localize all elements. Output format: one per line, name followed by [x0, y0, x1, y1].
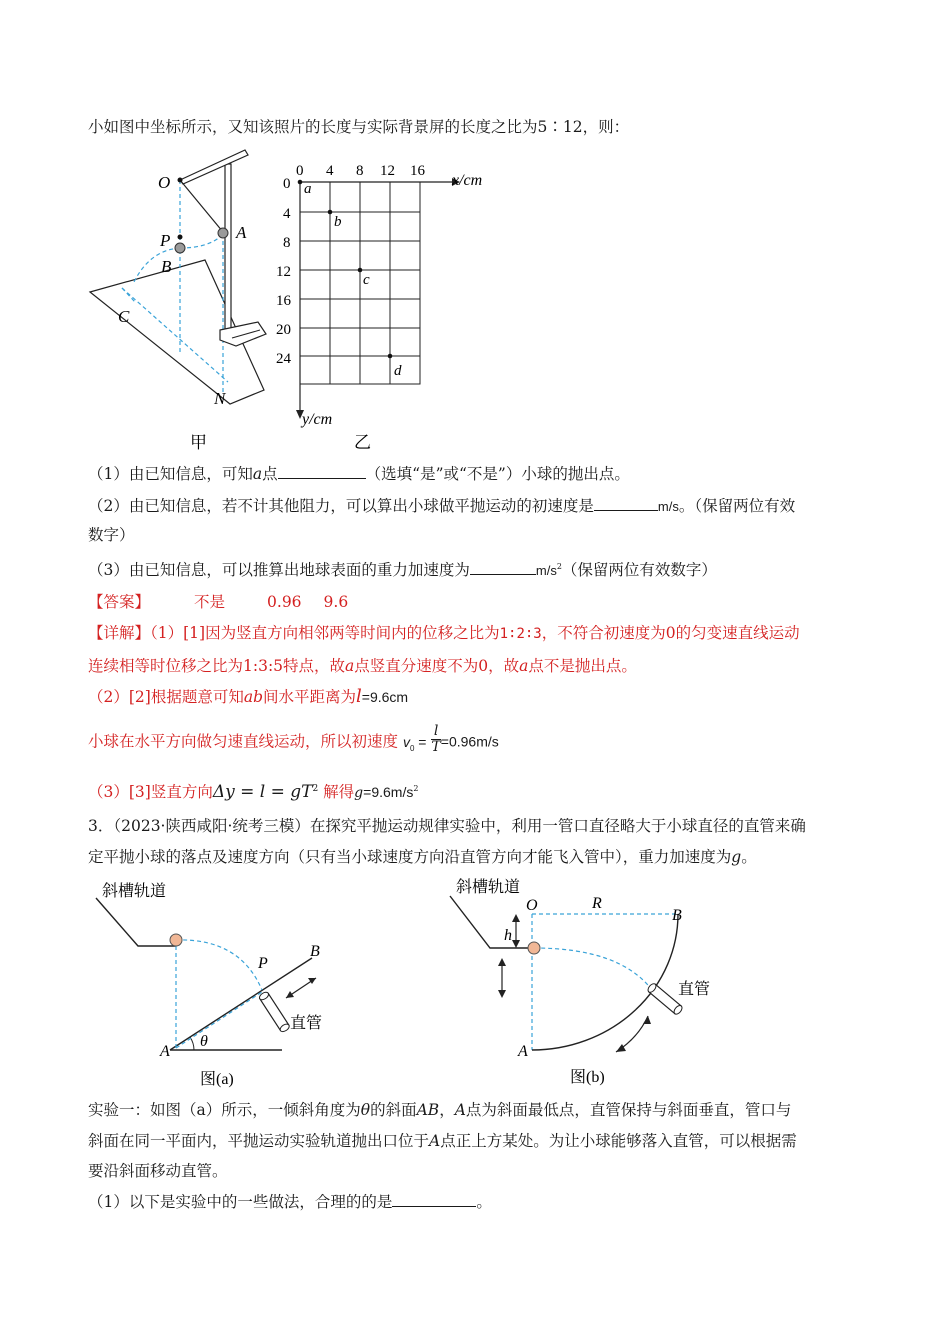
track-label-b: 斜槽轨道 — [456, 877, 521, 896]
label-p: P — [160, 231, 171, 250]
label-o: O — [158, 173, 171, 192]
label-h: h — [504, 927, 512, 944]
label-yi: 乙 — [354, 433, 371, 453]
label-b-a: B — [310, 943, 320, 960]
label-r: R — [592, 895, 602, 912]
detail-line-4: 小球在水平方向做匀速直线运动，所以初速度 $v_0$ = $\frac{l}{T}$ =0.96m/s — [88, 723, 499, 755]
y-tick-5: 20 — [276, 322, 291, 338]
figure-1 — [80, 142, 540, 457]
x-tick-3: 12 — [380, 163, 395, 179]
incline-ab — [170, 958, 312, 1050]
problem-3-line-1: 3．（2023·陕西咸阳·统考三模）在探究平抛运动规律实验中，利用一管口直径略大于小球直径的直管来确 — [88, 817, 806, 835]
exp1-line-3: 要沿斜面移动直管。 — [88, 1162, 228, 1180]
label-b: B — [161, 257, 172, 276]
dot-d-label: d — [394, 363, 402, 379]
stand-arm — [180, 150, 248, 184]
exp1-line-1: 实验一：如图（a）所示，一倾斜角度为θ的斜面AB，A点为斜面最低点，直管保持与斜面垂直，管口与 — [88, 1101, 792, 1119]
intro-text: 小如图中坐标所示，又知该照片的长度与实际背景屏的长度之比为5∶12，则： — [88, 118, 630, 136]
detail-line-1: 【详解】（1）[1]因为竖直方向相邻两等时间内的位移之比为1∶2∶3，不符合初速度为0的匀变速直线运动 — [88, 624, 800, 642]
y-tick-3: 12 — [276, 264, 291, 280]
tube-label-a: 直管 — [290, 1013, 323, 1032]
y-tick-4: 16 — [276, 293, 291, 309]
track-label-a: 斜槽轨道 — [102, 881, 167, 900]
pendulum-string — [180, 180, 223, 232]
detail-line-5: （3）[3]竖直方向$\Delta y = l = gT^2$ 解得$g=9.6m/s^2$ — [88, 782, 419, 803]
point-p — [178, 235, 183, 240]
exp1-line-2: 斜面在同一平面内，平抛运动实验轨道抛出口位于A点正上方某处。为让小球能够落入直管，可以根据需 — [88, 1132, 797, 1150]
answer-blank-3[interactable] — [470, 558, 536, 575]
dot-a-label: a — [304, 181, 312, 197]
label-a-b: A — [518, 1043, 528, 1060]
arc-ab — [532, 914, 678, 1050]
question-3: （3）由已知信息，可以推算出地球表面的重力加速度为 $m/s^2$（保留两位有效数字） — [88, 556, 717, 582]
answer-line: 【答案】 不是 0.96 9.6 — [88, 593, 349, 611]
exp1-question-1: （1）以下是实验中的一些做法，合理的的是 。 — [88, 1190, 492, 1213]
caption-a: 图(a) — [200, 1071, 234, 1088]
tube-label-b: 直管 — [678, 979, 711, 998]
ball-b — [528, 942, 540, 954]
y-tick-0: 0 — [283, 176, 291, 192]
tube-a — [258, 991, 290, 1033]
y-axis-label: y/cm — [302, 411, 333, 428]
label-a: A — [236, 223, 247, 242]
y-tick-2: 8 — [283, 235, 291, 251]
chute-a — [96, 898, 176, 946]
caption-b: 图(b) — [570, 1069, 605, 1086]
question-2: （2）由已知信息，若不计其他阻力，可以算出小球做平抛运动的初速度是 m/s。（保留两位有效 — [88, 494, 795, 518]
detail-line-3: （2）[2]根据题意可知ab间水平距离为l=9.6cm — [88, 686, 409, 707]
incline-dashed-1 — [122, 288, 228, 382]
y-tick-6: 24 — [276, 351, 291, 367]
trajectory-curve — [134, 248, 180, 282]
y-tick-1: 4 — [283, 206, 291, 222]
x-tick-4: 16 — [410, 163, 425, 179]
dot-c-label: c — [363, 272, 370, 288]
label-jia: 甲 — [190, 433, 207, 453]
x-tick-2: 8 — [356, 163, 364, 179]
trajectory-a — [176, 940, 262, 990]
question-2-cont: 数字） — [88, 526, 135, 544]
ball-b — [175, 243, 185, 253]
ball-a — [218, 228, 228, 238]
dot-b-label: b — [334, 214, 342, 230]
x-tick-0: 0 — [296, 163, 304, 179]
label-theta: θ — [200, 1033, 208, 1050]
label-c: C — [118, 307, 130, 326]
detail-line-2: 连续相等时位移之比为1:3:5特点，故a点竖直分速度不为0，故a点不是抛出点。 — [88, 657, 637, 675]
answer-blank-4[interactable] — [392, 1190, 476, 1207]
answer-blank-1[interactable] — [278, 462, 366, 479]
answer-blank-2[interactable] — [594, 494, 658, 511]
problem-3-line-2: 定平抛小球的落点及速度方向（只有当小球速度方向沿直管方向才能飞入管中），重力加速度为g。 — [88, 848, 757, 866]
label-b-b: B — [672, 907, 682, 924]
x-axis-label: x/cm — [452, 172, 483, 189]
point-o — [178, 178, 183, 183]
x-tick-1: 4 — [326, 163, 334, 179]
apparatus-diagram — [90, 150, 266, 453]
label-n: N — [214, 389, 226, 408]
label-p-a: P — [258, 955, 268, 972]
label-a-a: A — [160, 1043, 170, 1060]
figure-2a — [90, 872, 350, 1094]
ball-a — [170, 934, 182, 946]
trajectory-b — [534, 948, 652, 990]
question-1: （1）由已知信息，可知a点 （选填“是”或“不是”）小球的抛出点。 — [88, 462, 630, 485]
figure-2b — [440, 866, 740, 1094]
grid-diagram — [276, 163, 482, 453]
label-o-b: O — [526, 897, 538, 914]
stand-pole — [225, 164, 231, 332]
